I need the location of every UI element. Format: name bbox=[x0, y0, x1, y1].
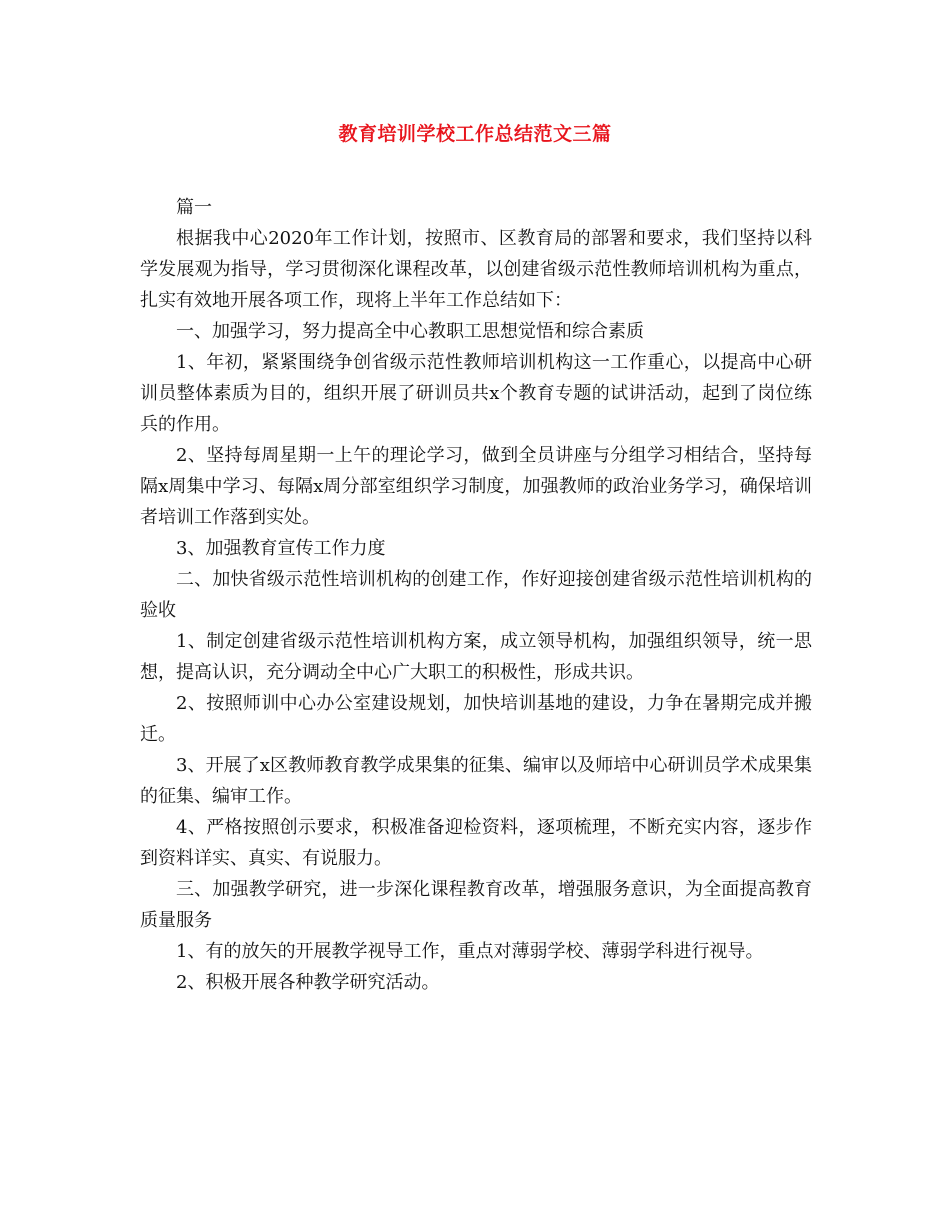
paragraph-institution-3: 3、开展了x区教师教育教学成果集的征集、编审以及师培中心研训员学术成果集的征集、编审工作。 bbox=[140, 755, 812, 807]
document-body bbox=[140, 192, 812, 998]
intro-paragraph: 根据我中心2020年工作计划，按照市、区教育局的部署和要求，我们坚持以科学发展观为指导，学习贯彻深化课程改革，以创建省级示范性教师培训机构为重点，扎实有效地开展各项工作，现将上半年工作总结如下： bbox=[140, 228, 812, 311]
section-heading-study: 一、加强学习，努力提高全中心教职工思想觉悟和综合素质 bbox=[176, 321, 644, 342]
section-heading-institution: 二、加快省级示范性培训机构的创建工作，作好迎接创建省级示范性培训机构的验收 bbox=[140, 569, 812, 621]
section-heading-part-one: 篇一 bbox=[176, 197, 212, 218]
section-heading-research: 三、加强教学研究，进一步深化课程教育改革，增强服务意识，为全面提高教育质量服务 bbox=[140, 879, 812, 931]
paragraph-institution-1: 1、制定创建省级示范性培训机构方案，成立领导机构，加强组织领导，统一思想，提高认识，充分调动全中心广大职工的积极性，形成共识。 bbox=[140, 631, 812, 683]
paragraph-study-3: 3、加强教育宣传工作力度 bbox=[176, 538, 386, 559]
paragraph-research-2: 2、积极开展各种教学研究活动。 bbox=[176, 972, 440, 993]
paragraph-institution-4: 4、严格按照创示要求，积极准备迎检资料，逐项梳理，不断充实内容，逐步作到资料详实、真实、有说服力。 bbox=[140, 817, 812, 869]
document-title: 教育培训学校工作总结范文三篇 bbox=[338, 123, 612, 145]
paragraph-institution-2: 2、按照师训中心办公室建设规划，加快培训基地的建设，力争在暑期完成并搬迁。 bbox=[140, 693, 812, 745]
paragraph-study-1: 1、年初，紧紧围绕争创省级示范性教师培训机构这一工作重心，以提高中心研训员整体素质为目的，组织开展了研训员共x个教育专题的试讲活动，起到了岗位练兵的作用。 bbox=[140, 352, 812, 435]
paragraph-research-1: 1、有的放矢的开展教学视导工作，重点对薄弱学校、薄弱学科进行视导。 bbox=[176, 941, 764, 962]
paragraph-study-2: 2、坚持每周星期一上午的理论学习，做到全员讲座与分组学习相结合，坚持每隔x周集中学习、每隔x周分部室组织学习制度，加强教师的政治业务学习，确保培训者培训工作落到实处。 bbox=[140, 445, 812, 528]
